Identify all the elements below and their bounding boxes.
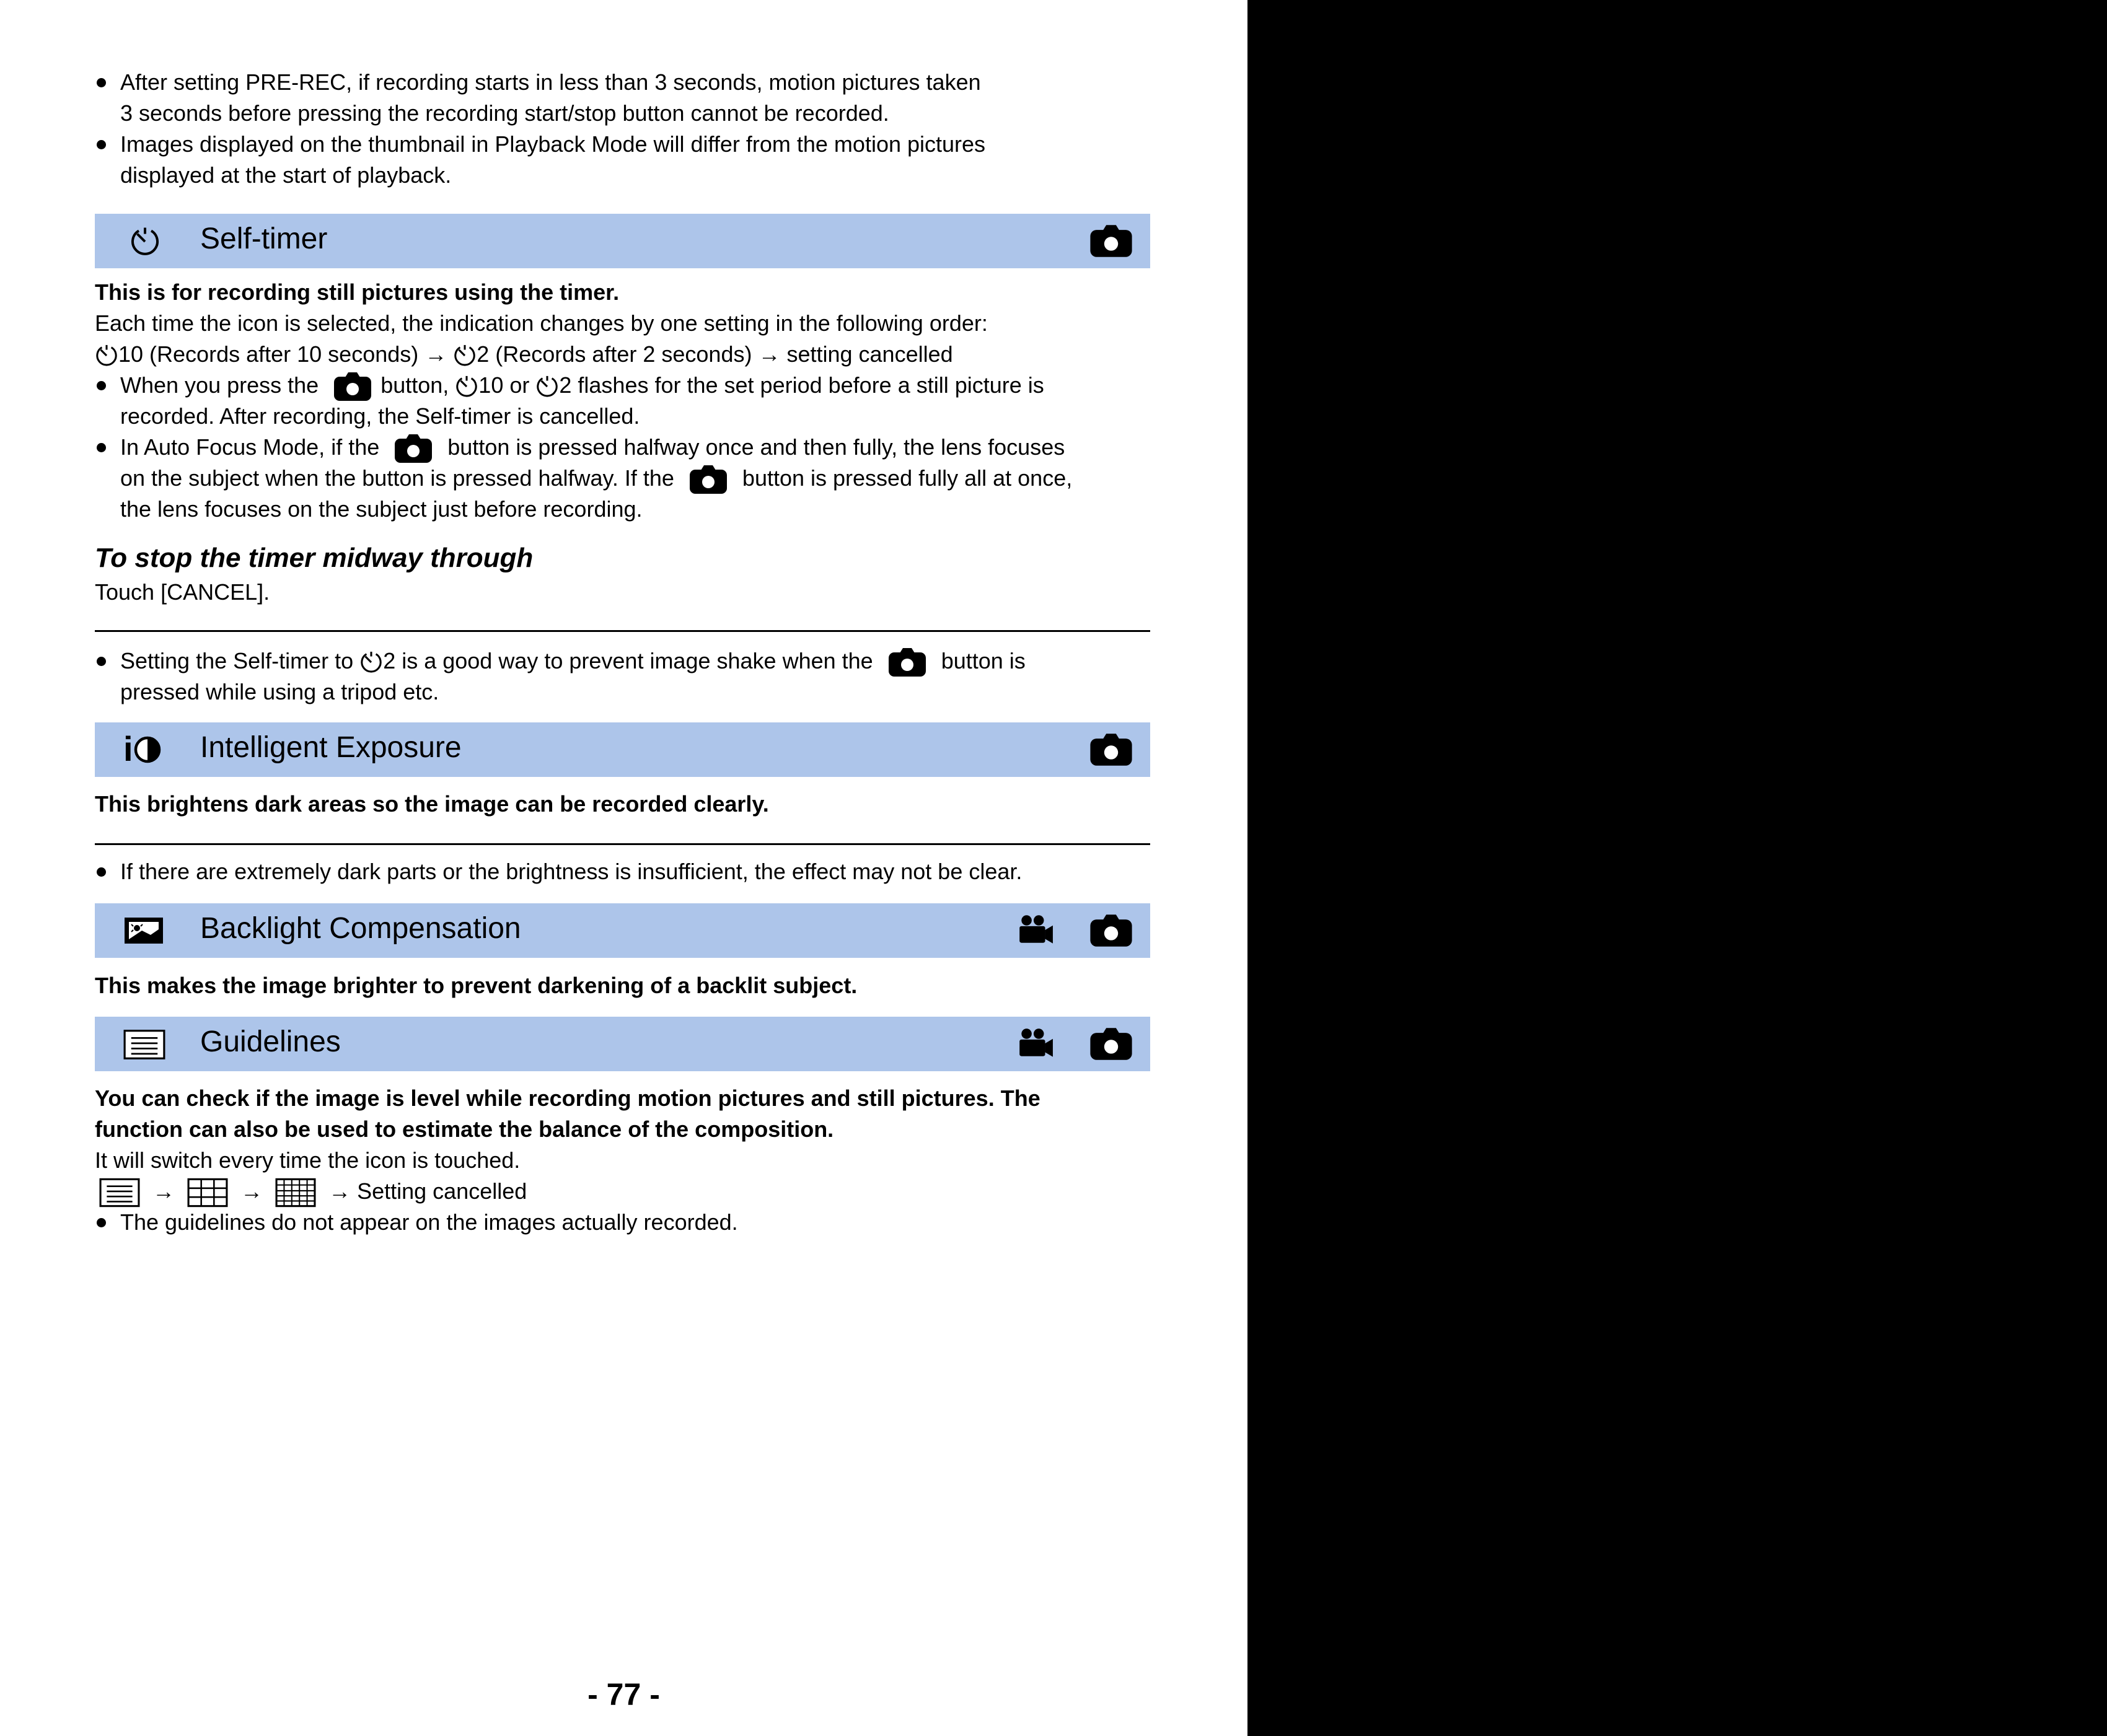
backlight-lead: This makes the image brighter to prevent darkening of a backlit subject. — [95, 973, 858, 998]
self-timer-icon — [130, 226, 161, 257]
guidelines-description: It will switch every time the icon is touched. — [95, 1147, 521, 1173]
intro-bullet-1-line-1: After setting PRE-REC, if recording starts in less than 3 seconds, motion pictures taken — [120, 69, 981, 95]
intro-bullet-2-line-1: Images displayed on the thumbnail in Playback Mode will differ from the motion pictures — [120, 131, 986, 157]
text: 10 or — [478, 372, 530, 398]
camera-icon — [1089, 224, 1133, 258]
intro-bullet-1-line-2: 3 seconds before pressing the recording start/stop button cannot be recorded. — [120, 100, 889, 126]
self-timer-bullet-2-line-3: the lens focuses on the subject just before recording. — [120, 496, 643, 522]
divider — [95, 630, 1150, 632]
text: button is pressed halfway once and then fully, the lens focuses — [447, 434, 1065, 460]
text: Setting the Self-timer to — [120, 648, 354, 673]
video-camera-icon — [1016, 913, 1054, 945]
bullet-dot — [97, 657, 106, 666]
guidelines-note: The guidelines do not appear on the images actually recorded. — [120, 1209, 738, 1235]
self-timer-lead: This is for recording still pictures using the timer. — [95, 279, 620, 305]
bullet-dot — [97, 140, 106, 149]
arrow: → — [152, 1178, 175, 1204]
text: 2 flashes for the set period before a still picture is — [559, 372, 1044, 398]
section-title: Backlight Compensation — [200, 912, 521, 945]
bullet-dot — [97, 1218, 106, 1227]
intro-bullet-2-line-2: displayed at the start of playback. — [120, 162, 452, 188]
text: on the subject when the button is pressed halfway. If the — [120, 465, 674, 491]
text: button, — [380, 372, 449, 398]
section-header-intelligent-exposure — [95, 722, 1150, 777]
section-header-backlight-compensation — [95, 903, 1150, 958]
section-title: Self-timer — [200, 222, 328, 255]
text: 2 is a good way to prevent image shake when the — [383, 648, 873, 673]
video-camera-icon — [1016, 1027, 1054, 1059]
self-timer-note-line-1 — [120, 646, 1026, 678]
intelligent-exposure-lead: This brightens dark areas so the image can be recorded clearly. — [95, 791, 769, 817]
section-title: Guidelines — [200, 1025, 341, 1058]
guidelines-lead-line-2: function can also be used to estimate the balance of the composition. — [95, 1116, 834, 1142]
self-timer-icon — [359, 651, 383, 674]
self-timer-icon — [535, 375, 559, 398]
self-timer-icon — [453, 344, 477, 367]
guidelines-grid-icon — [187, 1178, 228, 1208]
guidelines-sequence — [99, 1176, 527, 1208]
self-timer-bullet-1-line-2: recorded. After recording, the Self-timer is cancelled. — [120, 403, 640, 429]
self-timer-note-line-2: pressed while using a tripod etc. — [120, 679, 439, 704]
camera-icon — [1089, 732, 1133, 767]
self-timer-order — [95, 339, 953, 370]
text: → Setting cancelled — [328, 1178, 527, 1204]
bullet-dot — [97, 867, 106, 877]
self-timer-icon — [95, 344, 118, 367]
intelligent-exposure-icon: i — [123, 729, 162, 769]
self-timer-icon — [455, 375, 478, 398]
camera-icon — [887, 647, 928, 678]
stop-timer-heading: To stop the timer midway through — [95, 543, 534, 573]
divider — [95, 843, 1150, 845]
guidelines-icon — [123, 1029, 165, 1060]
bullet-dot — [97, 443, 106, 452]
camera-icon — [1089, 913, 1133, 948]
camera-icon — [393, 433, 434, 464]
camera-icon — [1089, 1027, 1133, 1061]
self-timer-order-text-a: 10 (Records after 10 seconds) → — [118, 341, 454, 367]
bullet-dot — [97, 78, 106, 87]
self-timer-bullet-2-line-2 — [120, 463, 1072, 495]
intelligent-exposure-note: If there are extremely dark parts or the brightness is insufficient, the effect may not be clear. — [120, 859, 1023, 884]
guidelines-lines-icon — [99, 1178, 140, 1208]
section-title: Intelligent Exposure — [200, 731, 462, 764]
text: button is pressed fully all at once, — [742, 465, 1073, 491]
self-timer-bullet-2-line-1 — [120, 432, 1065, 464]
backlight-icon — [123, 916, 164, 945]
section-header-guidelines — [95, 1017, 1150, 1071]
self-timer-description: Each time the icon is selected, the indication changes by one setting in the following order: — [95, 310, 988, 336]
page-number: - 77 - — [587, 1677, 660, 1712]
section-header-self-timer — [95, 214, 1150, 268]
text: button is — [941, 648, 1026, 673]
right-black-panel — [1247, 0, 2107, 1736]
guidelines-fine-grid-icon — [275, 1178, 316, 1208]
guidelines-lead-line-1: You can check if the image is level while recording motion pictures and still pictures. The — [95, 1085, 1040, 1111]
stop-timer-text: Touch [CANCEL]. — [95, 579, 270, 605]
text: In Auto Focus Mode, if the — [120, 434, 380, 460]
self-timer-bullet-1-line-1 — [120, 370, 1044, 402]
text: When you press the — [120, 372, 319, 398]
arrow: → — [240, 1178, 263, 1204]
self-timer-order-text-b: 2 (Records after 2 seconds) → setting cancelled — [477, 341, 953, 367]
camera-icon — [688, 464, 729, 495]
bullet-dot — [97, 381, 106, 390]
camera-icon — [332, 371, 373, 402]
